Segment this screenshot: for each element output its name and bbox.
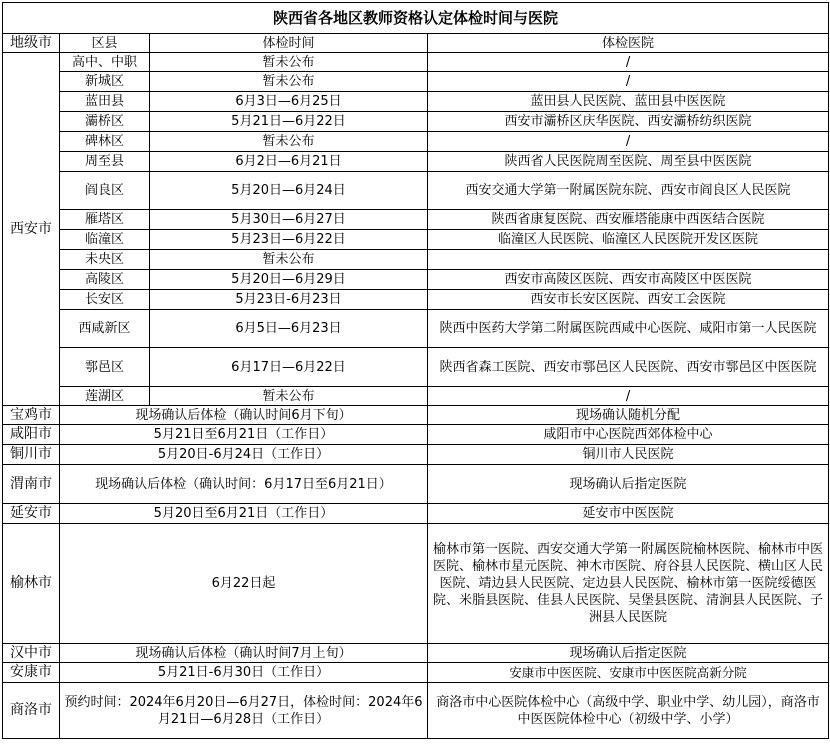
district-cell: 阎良区 (60, 172, 150, 210)
hospital-cell: 铜川市人民医院 (428, 445, 829, 465)
time-cell: 现场确认后体检（确认时间：6月17日至6月21日） (60, 465, 428, 504)
hospital-cell: 延安市中医医院 (428, 504, 829, 524)
city-cell: 渭南市 (3, 465, 60, 504)
time-cell: 5月21日至6月21日（工作日） (60, 425, 428, 445)
hospital-cell: 咸阳市中心医院西郊体检中心 (428, 425, 829, 445)
time-cell: 6月5日—6月23日 (150, 310, 428, 348)
time-cell: 5月23日—6月22日 (150, 230, 428, 250)
time-cell: 5月20日—6月24日 (150, 172, 428, 210)
hospital-cell: 商洛市中心医院体检中心（高级中学、职业中学、幼儿园），商洛市中医医院体检中心（初级中学、小学） (428, 683, 829, 739)
time-cell: 6月2日—6月21日 (150, 152, 428, 172)
hospital-cell: 现场确认后指定医院 (428, 644, 829, 663)
table-row (3, 465, 829, 504)
district-cell: 高中、中职 (60, 53, 150, 72)
hospital-cell: 西安市长安区医院、西安工会医院 (428, 290, 829, 310)
table-row (3, 644, 829, 663)
table-row (3, 210, 829, 230)
time-cell: 6月3日—6月25日 (150, 92, 428, 112)
district-cell: 碑林区 (60, 132, 150, 152)
district-cell: 莲湖区 (60, 387, 150, 406)
table-title: 陕西省各地区教师资格认定体检时间与医院 (3, 3, 829, 34)
city-cell: 延安市 (3, 504, 60, 524)
table-row (3, 270, 829, 290)
table-row (3, 387, 829, 406)
time-cell: 5月20日-6月24日（工作日） (60, 445, 428, 465)
hospital-cell: 临潼区人民医院、临潼区人民医院开发区医院 (428, 230, 829, 250)
district-cell: 高陵区 (60, 270, 150, 290)
district-cell: 鄠邑区 (60, 348, 150, 387)
table-row (3, 230, 829, 250)
hospital-cell: 陕西省森工医院、西安市鄠邑区人民医院、西安市鄠邑区中医医院 (428, 348, 829, 387)
time-cell: 5月23日-6月23日 (150, 290, 428, 310)
table-row (3, 663, 829, 683)
city-cell: 榆林市 (3, 524, 60, 644)
city-cell: 汉中市 (3, 644, 60, 663)
table-row (3, 112, 829, 132)
time-cell: 6月17日—6月22日 (150, 348, 428, 387)
table-row (3, 524, 829, 644)
time-cell: 现场确认后体检（确认时间7月上旬） (60, 644, 428, 663)
table-row (3, 504, 829, 524)
district-cell: 蓝田县 (60, 92, 150, 112)
table-row (3, 406, 829, 425)
time-cell: 5月20日至6月21日（工作日） (60, 504, 428, 524)
header-time: 体检时间 (150, 34, 428, 53)
hospital-cell: 西安市灞桥区庆华医院、西安灞桥纺织医院 (428, 112, 829, 132)
table-row (3, 72, 829, 92)
time-cell: 预约时间：2024年6月20日—6月27日，体检时间：2024年6月21日—6月28日（工作日） (60, 683, 428, 739)
hospital-cell: 现场确认随机分配 (428, 406, 829, 425)
hospital-cell (428, 250, 829, 270)
table-row (3, 152, 829, 172)
city-cell: 西安市 (3, 53, 60, 406)
hospital-cell: 安康市中医医院、安康市中医医院高新分院 (428, 663, 829, 683)
hospital-cell: / (428, 72, 829, 92)
header-hospital: 体检医院 (428, 34, 829, 53)
time-cell: 暂未公布 (150, 132, 428, 152)
exam-schedule-table (2, 2, 829, 739)
header-city: 地级市 (3, 34, 60, 53)
hospital-cell: 西安交通大学第一附属医院东院、西安市阎良区人民医院 (428, 172, 829, 210)
table-row (3, 290, 829, 310)
table-row (3, 310, 829, 348)
time-cell: 5月20日—6月29日 (150, 270, 428, 290)
city-cell: 商洛市 (3, 683, 60, 739)
table-row (3, 445, 829, 465)
time-cell: 6月22日起 (60, 524, 428, 644)
header-row (3, 34, 829, 53)
city-cell: 宝鸡市 (3, 406, 60, 425)
hospital-cell: / (428, 387, 829, 406)
hospital-cell: 陕西省人民医院周至医院、周至县中医医院 (428, 152, 829, 172)
header-district: 区县 (60, 34, 150, 53)
hospital-cell: 陕西中医药大学第二附属医院西咸中心医院、咸阳市第一人民医院 (428, 310, 829, 348)
district-cell: 周至县 (60, 152, 150, 172)
table-row (3, 172, 829, 210)
title-row (3, 3, 829, 34)
time-cell: 暂未公布 (150, 72, 428, 92)
table-row (3, 683, 829, 739)
table-row (3, 92, 829, 112)
district-cell: 灞桥区 (60, 112, 150, 132)
hospital-cell: 西安市高陵区医院、西安市高陵区中医医院 (428, 270, 829, 290)
hospital-cell: 陕西省康复医院、西安雁塔能康中西医结合医院 (428, 210, 829, 230)
time-cell: 5月21日—6月22日 (150, 112, 428, 132)
time-cell: 暂未公布 (150, 250, 428, 270)
hospital-cell: 蓝田县人民医院、蓝田县中医医院 (428, 92, 829, 112)
time-cell: 现场确认后体检（确认时间6月下旬） (60, 406, 428, 425)
table-row (3, 132, 829, 152)
table-row (3, 348, 829, 387)
hospital-cell: 榆林市第一医院、西安交通大学第一附属医院榆林医院、榆林市中医医院、榆林市星元医院、神木市医院、府谷县人民医院、横山区人民医院、靖边县人民医院、定边县人民医院、榆林市第一医院绥德医院、米脂县医院、佳县人民医院、吴堡县医院、清涧县人民医院、子洲县人民医院 (428, 524, 829, 644)
district-cell: 临潼区 (60, 230, 150, 250)
district-cell: 雁塔区 (60, 210, 150, 230)
time-cell: 5月21日-6月30日（工作日） (60, 663, 428, 683)
city-cell: 安康市 (3, 663, 60, 683)
city-cell: 咸阳市 (3, 425, 60, 445)
table-row (3, 53, 829, 72)
hospital-cell: 现场确认后指定医院 (428, 465, 829, 504)
time-cell: 5月30日—6月27日 (150, 210, 428, 230)
district-cell: 未央区 (60, 250, 150, 270)
time-cell: 暂未公布 (150, 387, 428, 406)
table-row (3, 250, 829, 270)
district-cell: 西咸新区 (60, 310, 150, 348)
time-cell: 暂未公布 (150, 53, 428, 72)
district-cell: 新城区 (60, 72, 150, 92)
hospital-cell: / (428, 53, 829, 72)
hospital-cell: / (428, 132, 829, 152)
district-cell: 长安区 (60, 290, 150, 310)
table-row (3, 425, 829, 445)
city-cell: 铜川市 (3, 445, 60, 465)
